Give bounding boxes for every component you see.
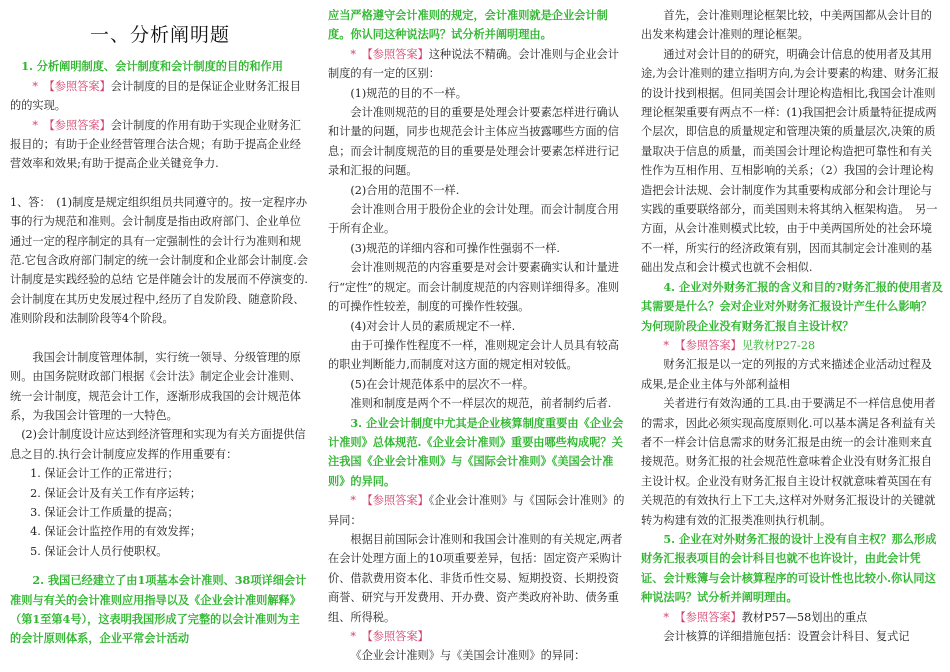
paragraph: (2)合用的范围不一样. — [350, 183, 460, 197]
paragraph: 关者进行有效沟通的工具.由于要满足不一样信息使用者的需求，因此必须实现高度原则化.可以基本满足各利益有关者不一样会计信息需求的财务汇报是由统一的会计准则来直接规范。财务汇报的社会规范性意味着企业没有财务汇报自主设计权。企业没有财务汇报自主设计权就意味着英国在有关规范的有效执行上下工夫,这样对外财务汇报设计的关键就转为构建有效的汇报类准则执行机制。 — [641, 397, 936, 527]
reference-answer — [641, 608, 943, 627]
reference-answer — [328, 627, 630, 646]
reference-answer — [328, 45, 630, 84]
paragraph: 首先，会计准则理论框架比较，中美两国都从会计目的出发来构建会计准则的理论框架。 — [641, 9, 932, 42]
list-item: 4. 保证会计监控作用的有效发挥； — [30, 525, 202, 539]
paragraph: 由于可操作性程度不一样，准则规定会计人员具有较高的职业判断能力,而制度对这方面的规定相对较低。 — [328, 338, 619, 372]
paragraph: 准则和制度是两个不一样层次的规范，前者制约后者. — [350, 397, 612, 411]
list-item: 5. 保证会计人员行使职权。 — [30, 544, 168, 558]
answer-label: 【参照答案】 — [367, 494, 429, 508]
reference-answer — [641, 336, 943, 355]
question-1: 1. 分析阐明制度、会计制度和会计制度的目的和作用 — [21, 59, 283, 74]
answer-text: 这种说法不精确。会计准则与企业会计制度的有一定的区别： — [328, 47, 619, 81]
answer-star: * — [663, 338, 669, 352]
answer-star: * — [32, 118, 38, 132]
paragraph: 会计准则合用于股份企业的会计处理。而会计制度合用于所有企业。 — [328, 203, 619, 236]
answer-label: 【参照答案】 — [49, 79, 111, 93]
paragraph: 我国会计制度管理体制，实行统一领导、分级管理的原则。由国务院财政部门根据《会计法》制定企业会计准则、统一会计制度，规范会计工作，逐渐形成我国的会计规范体系，为我国会计管理的一大特色。 — [10, 350, 301, 422]
answer-text: 教材P57—58划出的重点 — [741, 610, 868, 624]
list-item: 2. 保证会计及有关工作有序运转； — [30, 486, 202, 500]
question-2-continued: 应当严格遵守会计准则的规定，会计准则就是企业会计制度。你认同这种说法吗？试分析并阐明理由。 — [328, 8, 608, 42]
question-2: 2. 我国已经建立了由1项基本会计准则、38项详细会计准则与有关的会计准则应用指导以及《企业会计准则解释》（第1至第4号），这表明我国形成了完整的以会计准则为主的会计原则体系，企业平常会计活动 — [10, 573, 307, 646]
paragraph: 《企业会计准则》与《美国会计准则》的异同： — [350, 649, 586, 663]
paragraph: 通过对会计目的的研究，明确会计信息的使用者及其用途,为会计准则的建立指明方向,为会计要素的构建、财务汇报的设计找到根据。但同美国会计理论构造相比,我国会计准则理论框架重要有两点不一样：(1)我国把会计质量特征提成两个层次，即信息的质量规定和管理决策的质量层次,决策的质量取决于信息的质量，而美国会计理论构造把可靠性和有关性作为互相作用、互相影响的关系；（2）我国的会计理论构造把会计法规、会计制度作为其重要构成部分和会计理论与实践的重要联络部分，而美国则未将其纳入框架构造。 另一方面，从会计准则模式比较，由于中美两国所处的社会环境不一样，所实行的经济政策有别，因而其制定会计准则的基础出发点和会计模式也就不会相似. — [641, 47, 939, 275]
column-right — [641, 6, 943, 666]
paragraph: (3)规范的详细内容和可操作性强弱不一样. — [350, 241, 560, 255]
paragraph: (2)会计制度设计应达到经济管理和实现为有关方面提供信息之目的.执行会计制度应发挥的作用重要有： — [10, 428, 306, 461]
paragraph: 根据目前国际会计准则和我国会计准则的有关规定,两者在会计处理方面上的10项重要差异，包括：固定资产采购计价、借款费用资本化、非货币性交易、短期投资、长期投资商誉、研究与开发费用、开办费、资产类政府补助、债务重组、所得税。 — [328, 532, 623, 624]
paragraph: 会计核算的详细措施包括：设置会计科目、复式记 — [663, 630, 910, 643]
question-5: 5. 企业在对外财务汇报的设计上没有自主权？那么形成财务汇报表项目的会计科目也就不也许设计，由此会计凭证、会计账簿与会计核算程序的可设计性也比较小.你认同这种说法吗？试分析并阐明理由。 — [641, 531, 937, 605]
answer-star: * — [32, 79, 38, 93]
reference-answer — [10, 116, 310, 174]
paragraph: (5)在会计规范体系中的层次不一样。 — [350, 377, 535, 391]
page-title: 一、分析阐明题 — [89, 24, 230, 46]
answer-label: 【参照答案】 — [49, 118, 111, 132]
paragraph: (1)规范的目的不一样。 — [350, 86, 467, 100]
list-item: 1. 保证会计工作的正常进行； — [30, 467, 179, 481]
question-3: 3. 企业会计制度中尤其是企业核算制度重要由《企业会计准则》总体规范.《企业会计准则》重要由哪些构成呢？关注我国《企业会计准则》与《国际会计准则》《美国会计准则》的异同。 — [328, 415, 624, 488]
answer-text: 会计制度的作用有助于实现企业财务汇报目的；有助于企业经营管理合法合规；有助于提高企业经营效率和效果;有助于提高企业关键竞争力. — [10, 118, 301, 171]
paragraph: 1、答： (1)制度是规定组织组员共同遵守的。按一定程序办事的行为规范和准则。会计制度是指由政府部门、企业单位通过一定的程序制定的具有一定强制性的会计行为准则和规范.它包含政府部门制定的统一会计制度和企业部会计制度.会计制度是实践经验的总结 它是伴随会计的发展而不停演变的.会计制度在其历史发展过程中,经历了自发阶段、随意阶段、准则阶段和法制阶段等4个阶段。 — [10, 195, 308, 326]
answer-label: 【参照答案】 — [367, 47, 429, 61]
reference-answer — [328, 491, 630, 530]
column-middle — [328, 6, 630, 666]
answer-text: 《企业会计准则》与《国际会计准则》的异同： — [328, 494, 625, 527]
list-item: 3. 保证会计工作质量的提高； — [30, 505, 179, 519]
answer-text: 会计制度的目的是保证企业财务汇报目的的实现。 — [10, 79, 301, 113]
answer-star: * — [663, 610, 669, 624]
paragraph: (4)对会计人员的素质规定不一样. — [350, 319, 516, 333]
paragraph: 财务汇报是以一定的列报的方式来描述企业活动过程及成果,是企业主体与外部利益相 — [641, 358, 932, 391]
paragraph: 会计准则规范的内容重要是对会计要素确实认和计量进行“定性”的规定。而会计制度规范的内容则详细得多。准则的可操作性较差，制度的可操作性较强。 — [328, 261, 620, 314]
question-4: 4. 企业对外财务汇报的含义和目的?财务汇报的使用者及其需要是什么？会对企业对外财务汇报设计产生什么影响？为何现阶段企业没有财务汇报自主设计权？ — [641, 279, 943, 333]
answer-star: * — [350, 47, 356, 61]
paragraph: 会计准则规范的目的重要是处理会计要素怎样进行确认和计量的问题，同步也规范会计主体应当披露哪些方面的信息；而会计制度规范的目的重要是处理会计要素怎样进行记录和汇报的问题。 — [328, 106, 619, 178]
answer-text: 见教材P27-28 — [741, 338, 816, 352]
answer-star: * — [350, 494, 356, 508]
answer-label: 【参照答案】 — [680, 338, 742, 352]
column-left — [10, 6, 310, 666]
answer-label: 【参照答案】 — [680, 610, 742, 624]
reference-answer — [10, 77, 310, 116]
answer-star: * — [350, 630, 356, 643]
answer-label: 【参照答案】 — [367, 630, 429, 643]
